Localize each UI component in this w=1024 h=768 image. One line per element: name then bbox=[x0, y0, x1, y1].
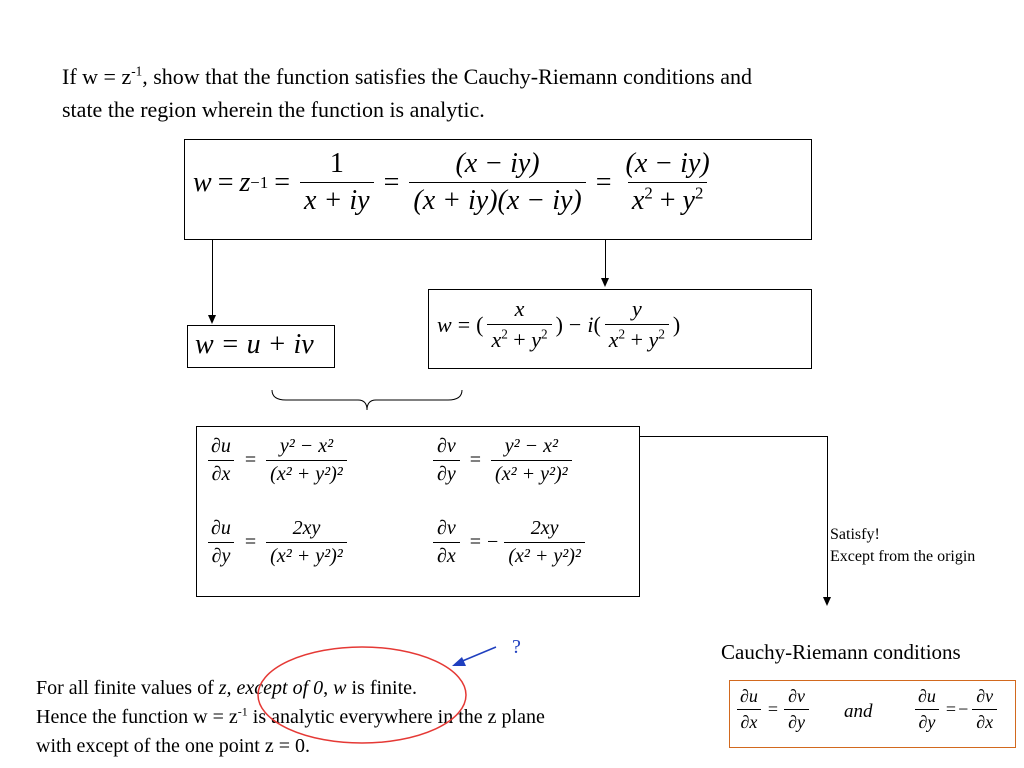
fraction-3: $\frac{(x - iy)}{x^2 + y^2}$ bbox=[625, 148, 710, 216]
partial-dv-dy: $\frac{\partial v}{\partial y}$ = $\frac{\text{y² − x²}}{\text{(x² + y²)²}}$ bbox=[429, 435, 576, 486]
fraction-1: $\frac{1}{x + iy}$ bbox=[300, 148, 374, 217]
problem-line-2: state the region wherein the function is analytic. bbox=[62, 97, 485, 122]
satisfy-note: Satisfy! Except from the origin bbox=[830, 526, 976, 565]
annotation-arrow-head bbox=[452, 657, 466, 666]
conclusion-line-1: For all finite values of z, except of 0, w is finite. bbox=[36, 677, 418, 699]
cr-title: Cauchy-Riemann conditions bbox=[721, 640, 961, 664]
split-equation: w = ( $\frac{x}{x^2 + y^2}$ ) − i ( $\frac{y}{x^2 + y^2}$ ) bbox=[437, 296, 681, 352]
annotation-arrow-line bbox=[460, 647, 496, 662]
partial-du-dy: $\frac{\partial u}{\partial y}$ = $\frac{2xy}{\text{(x² + y²)²}}$ bbox=[203, 517, 351, 568]
uv-equation: w = u + iv bbox=[195, 329, 314, 360]
main-equation: w = z −1 = $\frac{1}{x + iy}$ = $\frac{(x - iy)}{(x + iy)(x - iy)}$ = $\frac{(x - iy)}{x^2 + y^2}$ bbox=[193, 148, 718, 217]
problem-line-1: If $w = z^{-1}$, show that the function satisfies the Cauchy-Riemann conditions and bbox=[62, 63, 752, 89]
partial-du-dx: $\frac{\partial u}{\partial x}$ = $\frac{\text{y² − x²}}{\text{(x² + y²)²}}$ bbox=[203, 435, 351, 486]
highlight-ellipse bbox=[258, 647, 466, 743]
cr-equation-1: $\frac{\partial u}{\partial x}$ = $\frac{\partial v}{\partial y}$ bbox=[732, 686, 813, 733]
fraction-2: $\frac{(x - iy)}{(x + iy)(x - iy)}$ bbox=[409, 148, 585, 217]
conclusion-line-3: with except of the one point z = 0. bbox=[36, 735, 310, 757]
partial-dv-dx: $\frac{\partial v}{\partial x}$ = − $\frac{2xy}{\text{(x² + y²)²}}$ bbox=[429, 517, 589, 568]
cr-equation-2: $\frac{\partial u}{\partial y}$ = − $\frac{\partial v}{\partial x}$ bbox=[910, 686, 1001, 733]
conclusion-line-2: Hence the function $w = z^{-1}$ is analytic everywhere in the z plane bbox=[36, 704, 545, 728]
split-fraction-y: $\frac{y}{x^2 + y^2}$ bbox=[605, 296, 669, 353]
cr-and: and bbox=[844, 701, 873, 722]
split-fraction-x: $\frac{x}{x^2 + y^2}$ bbox=[487, 296, 551, 353]
question-mark: ? bbox=[512, 636, 521, 658]
